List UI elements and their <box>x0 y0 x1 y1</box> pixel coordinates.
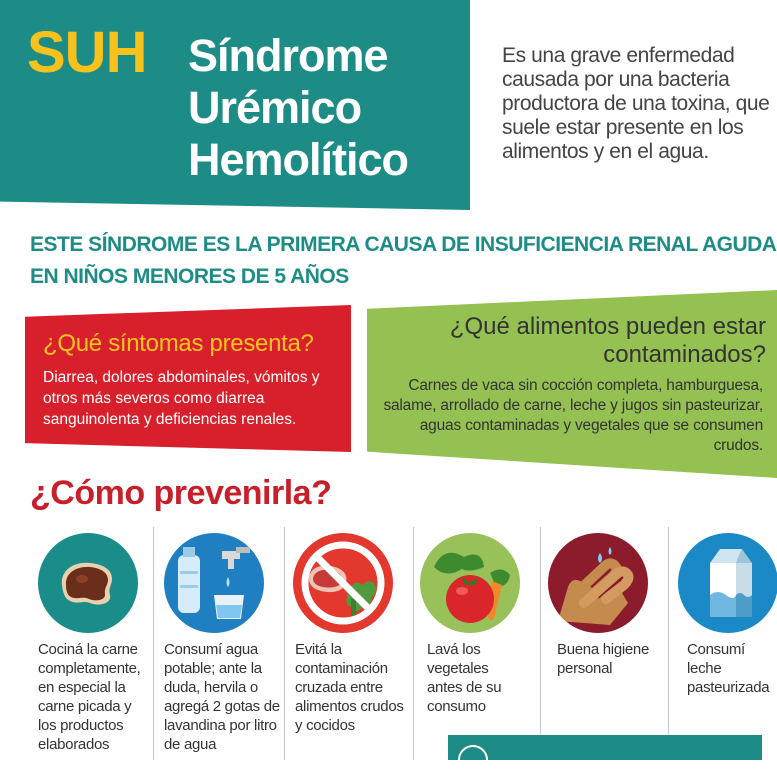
title-line-1: Síndrome <box>188 30 388 81</box>
steak-icon <box>38 533 138 633</box>
tip-text: Evitá la contaminación cruzada entre alimentos crudos y cocidos <box>295 641 404 734</box>
banner-circle-icon <box>458 745 488 775</box>
milk-carton-icon <box>678 533 777 633</box>
tip-text: Consumí leche pasteurizada <box>687 641 770 696</box>
tip-text: Buena higiene personal <box>557 641 650 677</box>
headline-line-2: EN NIÑOS MENORES DE 5 AÑOS <box>30 265 349 288</box>
header-title <box>188 30 408 186</box>
headline-line-1: ESTE SÍNDROME ES LA PRIMERA CAUSA DE INSUFICIENCIA RENAL AGUDA <box>30 233 777 256</box>
title-line-3: Hemolítico <box>188 134 409 185</box>
title-line-2: Urémico <box>188 82 362 133</box>
tip-text: Cociná la carne completamente, en especial la carne picada y los productos elaborados <box>38 641 141 753</box>
bottom-banner <box>448 735 762 760</box>
symptoms-text: Diarrea, dolores abdominales, vómitos y otros más severos como diarrea sanguinolenta y deficiencias renales. <box>43 369 320 428</box>
tip-text: Lavá los vegetales antes de su consumo <box>427 641 502 715</box>
suh-acronym: SUH <box>27 20 147 85</box>
symptoms-title: ¿Qué síntomas presenta? <box>43 330 314 357</box>
hand-washing-icon <box>548 533 648 633</box>
divider <box>413 527 414 760</box>
headline <box>30 229 775 293</box>
water-tap-icon <box>164 533 264 633</box>
vegetables-icon <box>420 533 520 633</box>
no-cross-contamination-icon <box>293 533 393 633</box>
divider <box>540 527 541 760</box>
intro-text: Es una grave enfermedad causada por una bacteria productora de una toxina, que suele estar presente en los alimentos y en el agua. <box>502 44 770 163</box>
divider <box>668 527 669 760</box>
divider <box>153 527 154 760</box>
divider <box>284 527 285 760</box>
foods-title: ¿Qué alimentos pueden estar contaminados? <box>449 313 766 368</box>
foods-text: Carnes de vaca sin cocción completa, hamburguesa, salame, arrollado de carne, leche y jugos sin pasteurizar, aguas contaminadas y vegetales que se consumen crudos. <box>383 377 763 454</box>
tip-text: Consumí agua potable; ante la duda, hervila o agregá 2 gotas de lavandina por litro de agua <box>164 641 280 753</box>
prevention-title: ¿Cómo prevenirla? <box>30 474 332 512</box>
